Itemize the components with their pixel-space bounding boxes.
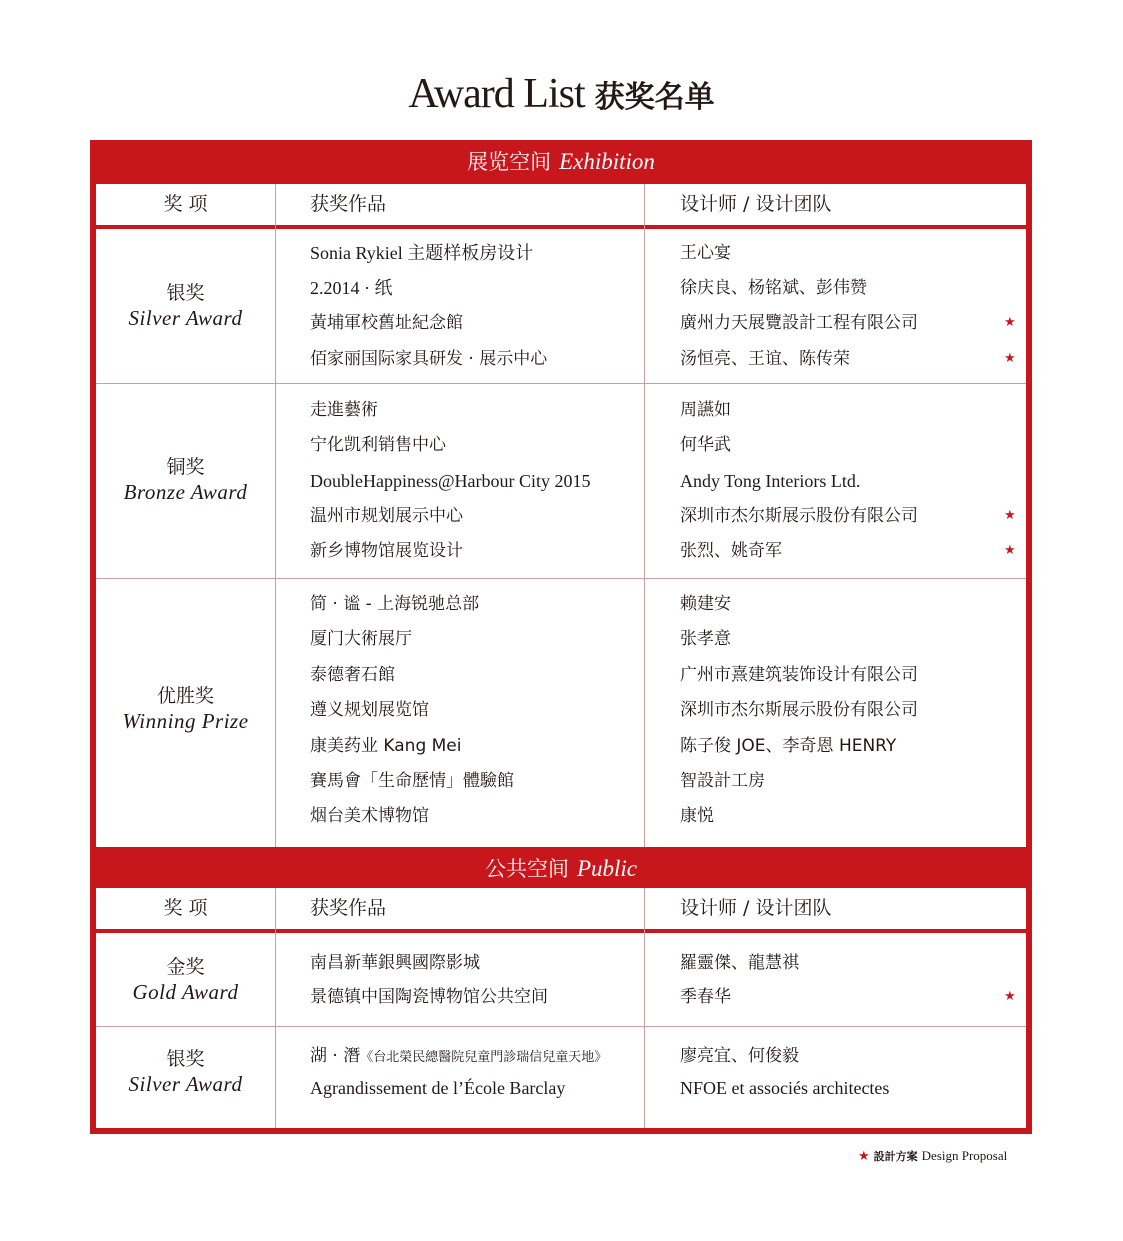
designer-name: 广州市熹建筑装饰设计有限公司 [680, 665, 918, 685]
award-bronze [96, 454, 275, 504]
designer-name: 何华武 [680, 435, 731, 455]
work-title [310, 1042, 607, 1070]
designer-name: 深圳市杰尔斯展示股份有限公司 [680, 506, 918, 526]
designer-name: 廖亮宜、何俊毅 [680, 1046, 799, 1066]
award-name-zh: 银奖 [166, 282, 205, 304]
award-name-en: Gold Award [132, 980, 239, 1004]
work-title: 走進藝術 [310, 400, 378, 420]
header-award: 奖 项 [163, 897, 208, 919]
section-title-en: Exhibition [559, 149, 655, 174]
designer-name: 赖建安 [680, 594, 731, 614]
section-title-zh: 公共空间 [484, 857, 569, 881]
designer-name: NFOE et associés architectes [680, 1078, 890, 1098]
header-designer: 设计师 / 设计团队 [680, 193, 832, 215]
row-divider [96, 578, 1026, 579]
designer-name: 季春华 [680, 987, 731, 1007]
section-panel-exhibition [96, 184, 1026, 847]
award-name-zh: 铜奖 [166, 456, 205, 478]
award-name-en: Bronze Award [123, 480, 248, 504]
award-table [90, 140, 1032, 1134]
work-title: 厦门大術展厅 [310, 629, 412, 649]
star-icon: ★ [1004, 543, 1016, 558]
work-title: 简 · 谧 - 上海锐驰总部 [310, 594, 480, 614]
star-icon: ★ [1004, 315, 1016, 330]
row-divider [96, 383, 1026, 384]
work-title: DoubleHappiness@Harbour City 2015 [310, 471, 591, 491]
header-divider [96, 225, 1026, 229]
title-english: Award List [408, 71, 585, 117]
column-header-row [96, 888, 1026, 928]
award-name-zh: 优胜奖 [156, 685, 214, 707]
award-silver [96, 280, 275, 330]
work-title-main: 湖 · 潛 [310, 1046, 361, 1066]
header-work: 获奖作品 [310, 897, 387, 919]
work-title: 景德镇中国陶瓷博物馆公共空间 [310, 987, 548, 1007]
work-title: 黃埔軍校舊址紀念館 [310, 313, 463, 333]
star-icon: ★ [858, 1149, 870, 1164]
work-title: 烟台美术博物馆 [310, 806, 429, 826]
designer-name: 王心宴 [680, 243, 731, 263]
designer-name: 张烈、姚奇军 [680, 541, 782, 561]
work-title: 2.2014 · 纸 [310, 278, 393, 298]
award-winning-prize [96, 683, 275, 733]
work-title: Sonia Rykiel 主题样板房设计 [310, 243, 534, 263]
legend [858, 1143, 1038, 1163]
award-name-zh: 银奖 [166, 1048, 205, 1070]
work-title: 宁化凯利销售中心 [310, 435, 446, 455]
designer-name: 智設計工房 [680, 771, 765, 791]
star-icon: ★ [1004, 989, 1016, 1004]
star-icon: ★ [1004, 351, 1016, 366]
header-work: 获奖作品 [310, 193, 387, 215]
designer-name: 陈子俊 JOE、李奇恩 HENRY [680, 736, 897, 756]
work-title: 温州市规划展示中心 [310, 506, 463, 526]
page-title [0, 70, 1123, 126]
title-chinese: 获奖名单 [594, 80, 715, 115]
award-name-zh: 金奖 [166, 956, 205, 978]
designer-name: 康悦 [680, 806, 714, 826]
column-header-row [96, 184, 1026, 224]
work-title: 賽馬會「生命歷情」體驗館 [310, 771, 514, 791]
header-designer: 设计师 / 设计团队 [680, 897, 832, 919]
award-name-en: Silver Award [128, 306, 243, 330]
work-title-note: 《台北榮民總醫院兒童門診瑞信兒童天地》 [360, 1050, 608, 1065]
section-header-public [90, 847, 1032, 891]
legend-label-zh: 設計方案 [873, 1150, 918, 1163]
section-title-zh: 展览空间 [467, 150, 552, 174]
award-silver-public [96, 1046, 275, 1096]
row-divider [96, 1026, 1026, 1027]
designer-name: 徐庆良、杨铭斌、彭伟赞 [680, 278, 867, 298]
work-title: 康美药业 Kang Mei [310, 736, 462, 756]
header-divider [96, 929, 1026, 933]
award-name-en: Silver Award [128, 1072, 243, 1096]
column-divider [275, 888, 276, 1128]
column-divider [644, 184, 645, 847]
award-gold [96, 954, 275, 1004]
work-title: 佰家丽国际家具研发 · 展示中心 [310, 349, 548, 369]
work-title: 泰德奢石館 [310, 665, 395, 685]
designer-name: 周讌如 [680, 400, 731, 420]
designer-name: 张孝意 [680, 629, 731, 649]
designer-name: Andy Tong Interiors Ltd. [680, 471, 861, 491]
work-title: 新乡博物馆展览设计 [310, 541, 463, 561]
designer-name: 汤恒亮、王谊、陈传荣 [680, 349, 850, 369]
section-title-en: Public [576, 856, 638, 881]
section-panel-public [96, 888, 1026, 1128]
column-divider [275, 184, 276, 847]
work-title: 遵义规划展览馆 [310, 700, 429, 720]
work-title: 南昌新華銀興國際影城 [310, 953, 480, 973]
header-award: 奖 项 [163, 193, 208, 215]
star-icon: ★ [1004, 508, 1016, 523]
award-name-en: Winning Prize [122, 709, 249, 733]
designer-name: 羅靈傑、龍慧祺 [680, 953, 799, 973]
designer-name: 廣州力天展覽設計工程有限公司 [680, 313, 918, 333]
work-title: Agrandissement de l’École Barclay [310, 1078, 566, 1098]
legend-label-en: Design Proposal [921, 1148, 1008, 1163]
section-header-exhibition [90, 140, 1032, 184]
designer-name: 深圳市杰尔斯展示股份有限公司 [680, 700, 918, 720]
column-divider [644, 888, 645, 1128]
